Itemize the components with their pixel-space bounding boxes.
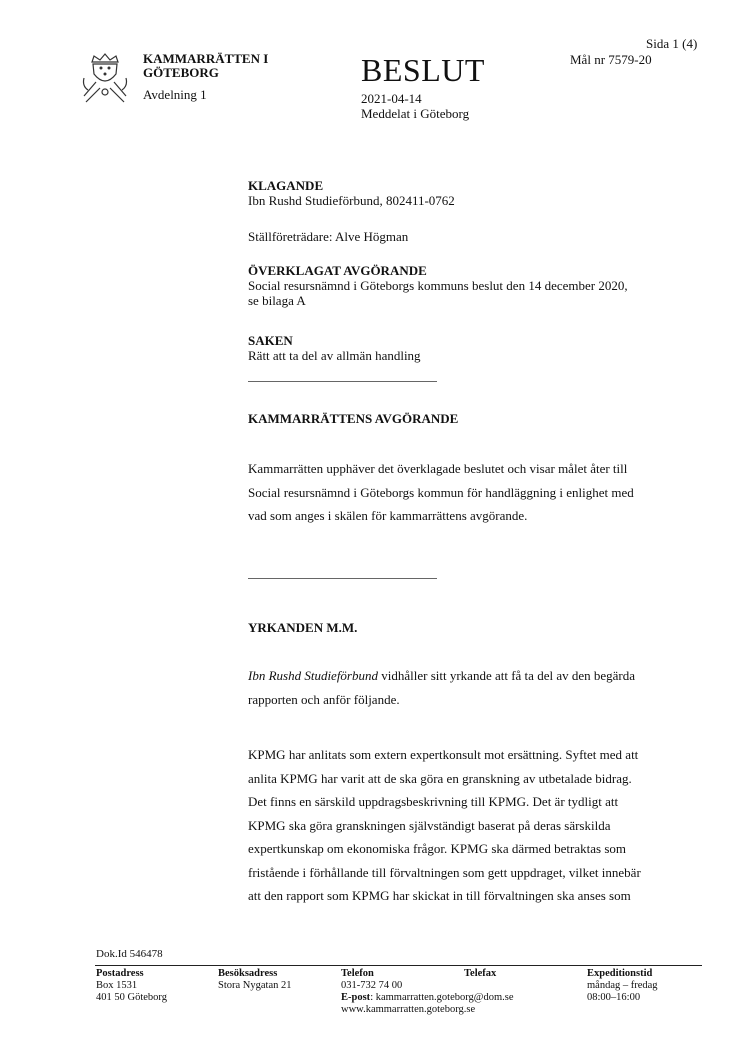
document-id: Dok.Id 546478 [96,948,163,960]
footer-divider [95,965,702,966]
divider-line [248,381,437,382]
footer-office-hours: Expeditionstid måndag – fredag 08:00–16:00 [587,968,658,1003]
appealed-decision-section: ÖVERKLAGAT AVGÖRANDE Social resursnämnd i Göteborgs kommuns beslut den 14 december 2020, se bilaga A [248,263,698,308]
appellant-heading: KLAGANDE [248,178,324,193]
divider-line [248,578,437,579]
subject-section [248,333,698,363]
court-name: KAMMARRÄTTEN I GÖTEBORG [143,51,269,80]
communicated-place: Meddelat i Göteborg [361,106,470,121]
appellant-name: Ibn Rushd Studieförbund, 802411-0762 [248,193,455,208]
footer-phone: 031-732 74 00 [341,980,403,991]
representative: Ställföreträdare: Alve Högman [248,229,409,244]
claims-heading: YRKANDEN M.M. [248,620,358,635]
appellant-section [248,178,698,208]
decision-text: Kammarrätten upphäver det överklagade beslutet och visar målet åter till Social resursnämnd i Göteborgs kommun för handläggning i enlighet med vad som anges i skälen för kammarrättens avgörande. [248,461,634,523]
page-number: Sida 1 (4) [646,36,698,51]
decision-date-block [361,91,469,121]
decision-date: 2021-04-14 [361,91,422,106]
subject-heading: SAKEN [248,333,293,348]
case-number: Mål nr 7579-20 [570,52,652,67]
footer-postal-address: Postadress Box 1531 401 50 Göteborg [96,968,167,1003]
decision-heading: KAMMARRÄTTENS AVGÖRANDE [248,411,459,426]
footer-fax: Telefax [464,968,497,979]
appealed-decision-heading: ÖVERKLAGAT AVGÖRANDE [248,263,427,278]
footer-website[interactable]: www.kammarratten.goteborg.se [341,1004,476,1015]
footer-contact: Telefon 031-732 74 00 E-post: kammarratten.goteborg@dom.se www.kammarratten.goteborg.se [341,968,514,1015]
division: Avdelning 1 [143,87,207,102]
court-coat-of-arms-logo [80,52,130,104]
footer-visiting-address: Besöksadress Stora Nygatan 21 [218,968,292,991]
document-type-title: BESLUT [361,52,485,88]
claims-paragraph-1: Ibn Rushd Studieförbund vidhåller sitt yrkande att få ta del av den begärda rapporten och anför följande. [248,668,636,707]
subject-text: Rätt att ta del av allmän handling [248,348,421,363]
claims-paragraph-2: KPMG har anlitats som extern expertkonsult mot ersättning. Syftet med att anlita KPMG har varit att de ska göra en granskning av utbetalade bidrag. Det finns en särskild uppdragsbeskrivning till KPMG. Det är tydligt att KPMG ska göra granskningen självständigt baserat på deras särskilda expertkunskap om ekonomiska frågor. KPMG ska därmed betraktas som fristående i förhållande till förvaltningen som gett uppdraget, vilket innebär att den rapport som KPMG har skickat in till förvaltningen ska anses som [248,747,641,903]
footer-email[interactable]: : kammarratten.goteborg@dom.se [370,992,514,1003]
